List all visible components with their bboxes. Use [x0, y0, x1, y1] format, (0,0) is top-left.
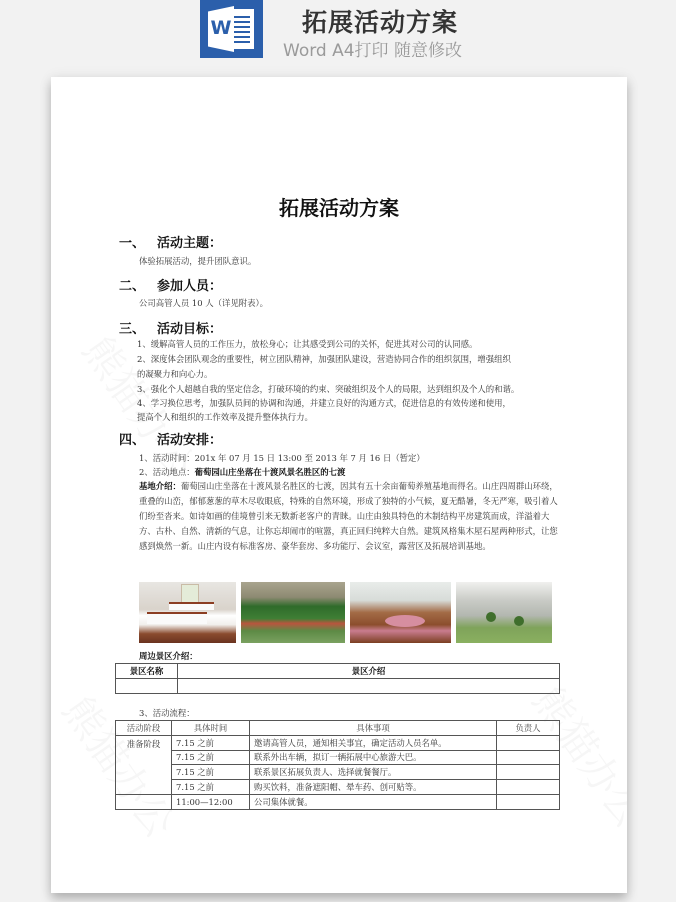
- table-cell[interactable]: [178, 678, 560, 693]
- table-row: [116, 678, 560, 693]
- banner-title: 拓展活动方案: [302, 8, 459, 37]
- table-row: [116, 735, 560, 750]
- word-letter: W: [210, 17, 232, 39]
- scenic-table: [115, 663, 560, 694]
- training-ground-photo: [456, 582, 552, 643]
- owner-cell[interactable]: [497, 794, 560, 809]
- owner-cell[interactable]: [497, 780, 560, 795]
- time-cell[interactable]: 7.15 之前: [172, 750, 250, 765]
- table-row: [116, 780, 560, 795]
- scenic-caption: 周边景区介绍：: [139, 651, 198, 661]
- time-cell[interactable]: 11:00—12:00: [172, 794, 250, 809]
- owner-cell[interactable]: [497, 750, 560, 765]
- task-cell[interactable]: 公司集体就餐。: [250, 794, 497, 809]
- stage-cell[interactable]: [116, 765, 172, 780]
- column-header: 具体时间: [172, 721, 250, 736]
- table-header-row: [116, 721, 560, 736]
- section-heading-participants: 二、 参加人员：: [119, 279, 223, 294]
- section-heading-theme: 一、 活动主题：: [119, 236, 223, 251]
- table-row: [116, 794, 560, 809]
- task-cell[interactable]: 联系外出车辆，拟订一辆拓展中心旅游大巴。: [250, 750, 497, 765]
- goal-line: 4、学习换位思考，加强队员间的协调和沟通，并建立良好的沟通方式，促进信息的有效传递和使用，: [137, 398, 511, 408]
- task-cell[interactable]: 联系景区拓展负责人、选择就餐餐厅。: [250, 765, 497, 780]
- task-cell[interactable]: 邀请高管人员，通知相关事宜，确定活动人员名单。: [250, 735, 497, 750]
- resort-landscape-photo: [241, 582, 345, 643]
- activity-time: 1、活动时间：201x 年 07 月 15 日 13:00 至 2013 年 7 月 16 日（暂定）: [139, 453, 425, 463]
- section-heading-goals: 三、 活动目标：: [119, 322, 223, 337]
- table-row: [116, 750, 560, 765]
- column-header: 景区介绍: [178, 664, 560, 679]
- flow-caption: 3、活动流程：: [139, 708, 195, 718]
- goal-line: 3、强化个人超越自我的坚定信念，打破环境的约束、突破组织及个人的局限，达到组织及个人的和谐。: [137, 384, 520, 394]
- document-page: [51, 77, 627, 893]
- stage-cell[interactable]: [116, 780, 172, 795]
- time-cell[interactable]: 7.15 之前: [172, 780, 250, 795]
- time-cell[interactable]: 7.15 之前: [172, 735, 250, 750]
- participants-text: 公司高管人员 10 人（详见附表）。: [139, 298, 269, 308]
- section-heading-schedule: 四、 活动安排：: [119, 433, 223, 448]
- goal-line: 1、缓解高管人员的工作压力，放松身心；让其感受到公司的关怀，促进其对公司的认同感。: [137, 339, 478, 349]
- table-cell[interactable]: [116, 678, 178, 693]
- activity-place: 2、活动地点：葡萄园山庄坐落在十渡风景名胜区的七渡: [139, 467, 346, 477]
- stage-cell[interactable]: [116, 750, 172, 765]
- table-row: [116, 765, 560, 780]
- dining-hall-photo: [350, 582, 451, 643]
- guest-room-photo: [139, 582, 236, 643]
- owner-cell[interactable]: [497, 735, 560, 750]
- task-cell[interactable]: 购买饮料，准备遮阳帽、晕车药、创可贴等。: [250, 780, 497, 795]
- base-intro: 基地介绍：葡萄园山庄坐落在十渡风景名胜区的七渡，因其有五十余亩葡萄养殖基地而得名。山庄四周群山环绕，重叠的山峦，郁郁葱葱的草木尽收眼底，特殊的自然环境，形成了独特的小气候，夏无酷暑，冬无严寒，吸引着人们纷至沓来。如诗如画的佳境曾引来无数新老客户的青睐。山庄由独具特色的木制结构平房建筑而成，洋溢着大方、古朴、自然、清新的气息，让你忘却闹市的喧嚣，真正回归纯粹大自然。建筑风格集木屋石屋两种形式，让您感到焕然一新。山庄内设有标准客房、豪华套房、多功能厅、会议室，露营区及拓展培训基地。: [139, 481, 558, 551]
- column-header: 景区名称: [116, 664, 178, 679]
- table-header-row: [116, 664, 560, 679]
- activity-flow-table: [115, 720, 560, 810]
- document-title: 拓展活动方案: [279, 196, 399, 220]
- time-cell[interactable]: 7.15 之前: [172, 765, 250, 780]
- goal-line: 提高个人和组织的工作效率及提升整体执行力。: [137, 412, 313, 422]
- goal-line: 2、深度体会团队观念的重要性，树立团队精神，加强团队建设，营造协同合作的组织氛围，增强组织: [137, 354, 511, 364]
- column-header: 活动阶段: [116, 721, 172, 736]
- owner-cell[interactable]: [497, 765, 560, 780]
- stage-cell[interactable]: [116, 794, 172, 809]
- column-header: 具体事项: [250, 721, 497, 736]
- banner-subtitle: Word A4打印 随意修改: [283, 41, 462, 61]
- stage-cell[interactable]: 准备阶段: [116, 735, 172, 750]
- promo-banner: [0, 0, 676, 62]
- word-icon: [200, 0, 263, 58]
- goal-line: 的凝聚力和向心力。: [137, 369, 213, 379]
- theme-text: 体验拓展活动，提升团队意识。: [139, 256, 257, 266]
- column-header: 负责人: [497, 721, 560, 736]
